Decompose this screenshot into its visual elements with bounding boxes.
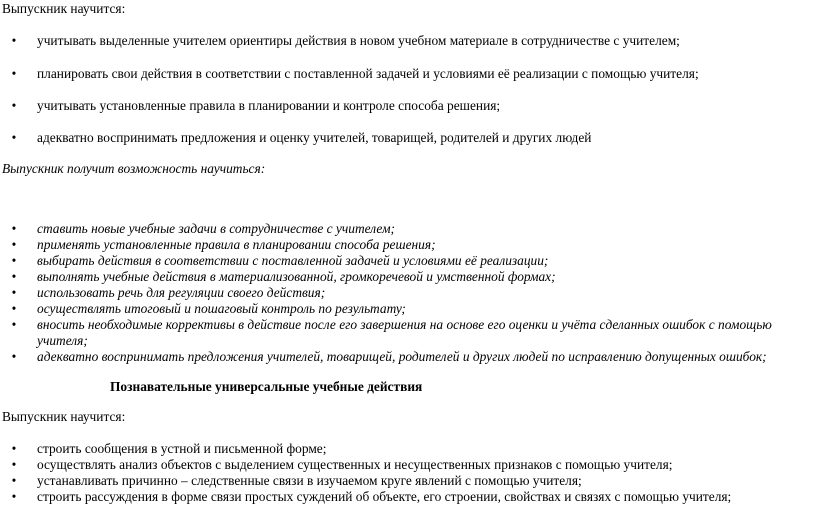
bullet-icon: • bbox=[11, 473, 17, 488]
bullet-icon: • bbox=[11, 237, 17, 252]
bullet-icon: • bbox=[11, 457, 17, 472]
bullet-icon: • bbox=[11, 349, 17, 364]
bullet-icon: • bbox=[11, 285, 17, 300]
list-item-text: адекватно воспринимать предложения учителей, товарищей, родителей и других людей по исправлению допущенных ошибок; bbox=[37, 349, 767, 364]
list-item-text: строить рассуждения в форме связи простых суждений об объекте, его строении, свойствах и связях с помощью учителя; bbox=[37, 489, 732, 504]
section1-heading: Выпускник научится: bbox=[2, 1, 126, 16]
bullet-icon: • bbox=[11, 130, 17, 145]
section2-heading: Выпускник получит возможность научиться: bbox=[2, 161, 266, 176]
bullet-icon: • bbox=[11, 66, 17, 81]
section3-heading: Выпускник научится: bbox=[2, 409, 126, 424]
section3-title: Познавательные универсальные учебные действия bbox=[110, 379, 423, 394]
bullet-icon: • bbox=[11, 33, 17, 48]
list-item-text: осуществлять итоговый и пошаговый контроль по результату; bbox=[37, 301, 406, 316]
list-item-text: устанавливать причинно – следственные связи в изучаемом круге явлений с помощью учителя; bbox=[37, 473, 582, 488]
list-item-text: учитывать установленные правила в планировании и контроле способа решения; bbox=[37, 98, 501, 113]
list-item-text: применять установленные правила в планировании способа решения; bbox=[37, 237, 436, 252]
list-item-text: выбирать действия в соответствии с поставленной задачей и условиями её реализации; bbox=[37, 253, 549, 268]
list-item-text: планировать свои действия в соответствии с поставленной задачей и условиями её реализации с помощью учителя; bbox=[37, 66, 699, 81]
list-item-text: выполнять учебные действия в материализованной, громкоречевой и умственной формах; bbox=[37, 269, 556, 284]
bullet-icon: • bbox=[11, 301, 17, 316]
bullet-icon: • bbox=[11, 221, 17, 236]
bullet-icon: • bbox=[11, 317, 17, 332]
bullet-icon: • bbox=[11, 269, 17, 284]
list-item-text: учитывать выделенные учителем ориентиры действия в новом учебном материале в сотрудничестве с учителем; bbox=[37, 33, 680, 48]
list-item-continuation: учителя; bbox=[37, 333, 88, 348]
bullet-icon: • bbox=[11, 489, 17, 504]
bullet-icon: • bbox=[11, 441, 17, 456]
list-item-text: использовать речь для регуляции своего действия; bbox=[37, 285, 326, 300]
bullet-icon: • bbox=[11, 98, 17, 113]
list-item-text: осуществлять анализ объектов с выделением существенных и несущественных признаков с помощью учителя; bbox=[37, 457, 673, 472]
list-item-text: ставить новые учебные задачи в сотрудничестве с учителем; bbox=[37, 221, 396, 236]
list-item-text: адекватно воспринимать предложения и оценку учителей, товарищей, родителей и других людей bbox=[37, 130, 592, 145]
list-item-text: вносить необходимые коррективы в действие после его завершения на основе его оценки и учёта сделанных ошибок с помощью bbox=[37, 317, 772, 332]
bullet-icon: • bbox=[11, 253, 17, 268]
list-item-text: строить сообщения в устной и письменной форме; bbox=[37, 441, 327, 456]
